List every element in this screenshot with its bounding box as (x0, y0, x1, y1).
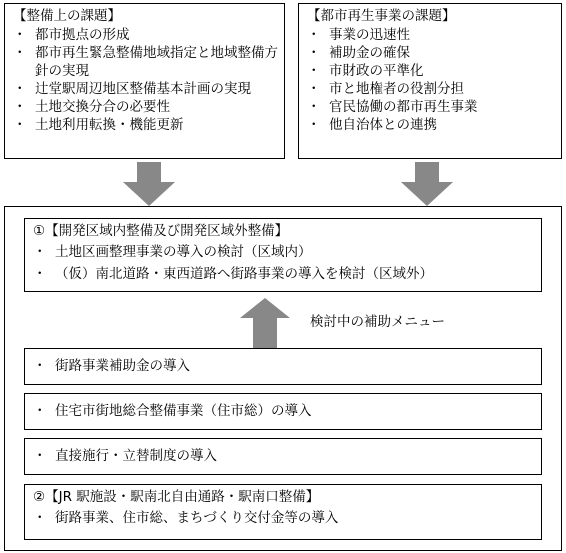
list-item: ・ 官民協働の都市再生事業 (307, 98, 555, 116)
list-item: ・ 事業の迅速性 (307, 26, 555, 44)
menu-item-housing-development (24, 393, 542, 430)
list-item: ・ 街路事業補助金の導入 (33, 357, 190, 375)
list-item: ・ 直接施行・立替制度の導入 (33, 447, 217, 465)
list-item: ・ 土地利用転換・機能更新 (13, 116, 278, 134)
maintenance-issues-box (4, 3, 285, 159)
list-item: ・ 住宅市街地総合整備事業（住市総）の導入 (33, 402, 312, 420)
list-item: ・ 土地区画整理事業の導入の検討（区域内） (33, 243, 535, 261)
list-item: ・ 都市再生緊急整備地域指定と地域整備方針の実現 (13, 44, 278, 80)
maintenance-issues-title: 【整備上の課題】 (13, 8, 121, 24)
down-arrow-right-icon (401, 162, 453, 206)
list-item: ・ （仮）南北道路・東西道路へ街路事業の導入を検討（区域外） (33, 265, 535, 283)
menu-item-street-subsidy (24, 348, 542, 385)
subsidy-menu-label: 検討中の補助メニュー (310, 314, 445, 330)
section2-box (24, 484, 542, 540)
urban-renewal-issues-title: 【都市再生事業の課題】 (307, 8, 456, 24)
list-item: ・ 都市拠点の形成 (13, 26, 278, 44)
list-item: ・ 他自治体との連携 (307, 116, 555, 134)
maintenance-issues-list (13, 26, 278, 134)
list-item: ・ 辻堂駅周辺地区整備基本計画の実現 (13, 80, 278, 98)
up-arrow-icon (240, 298, 290, 348)
list-item: ・ 補助金の確保 (307, 44, 555, 62)
list-item: ・ 市財政の平準化 (307, 62, 555, 80)
menu-item-direct-execution (24, 438, 542, 475)
section2-list (33, 509, 535, 527)
urban-renewal-issues-list (307, 26, 555, 134)
section1-title: ①【開発区域内整備及び開発区域外整備】 (33, 223, 289, 239)
list-item: ・ 土地交換分合の必要性 (13, 98, 278, 116)
down-arrow-left-icon (123, 162, 175, 206)
section1-box (24, 218, 542, 292)
list-item: ・ 市と地権者の役割分担 (307, 80, 555, 98)
list-item: ・ 街路事業、住市総、まちづくり交付金等の導入 (33, 509, 535, 527)
section1-list (33, 243, 535, 283)
section2-title: ②【JR 駅施設・駅南北自由通路・駅南口整備】 (33, 489, 320, 505)
urban-renewal-issues-box (298, 3, 562, 159)
